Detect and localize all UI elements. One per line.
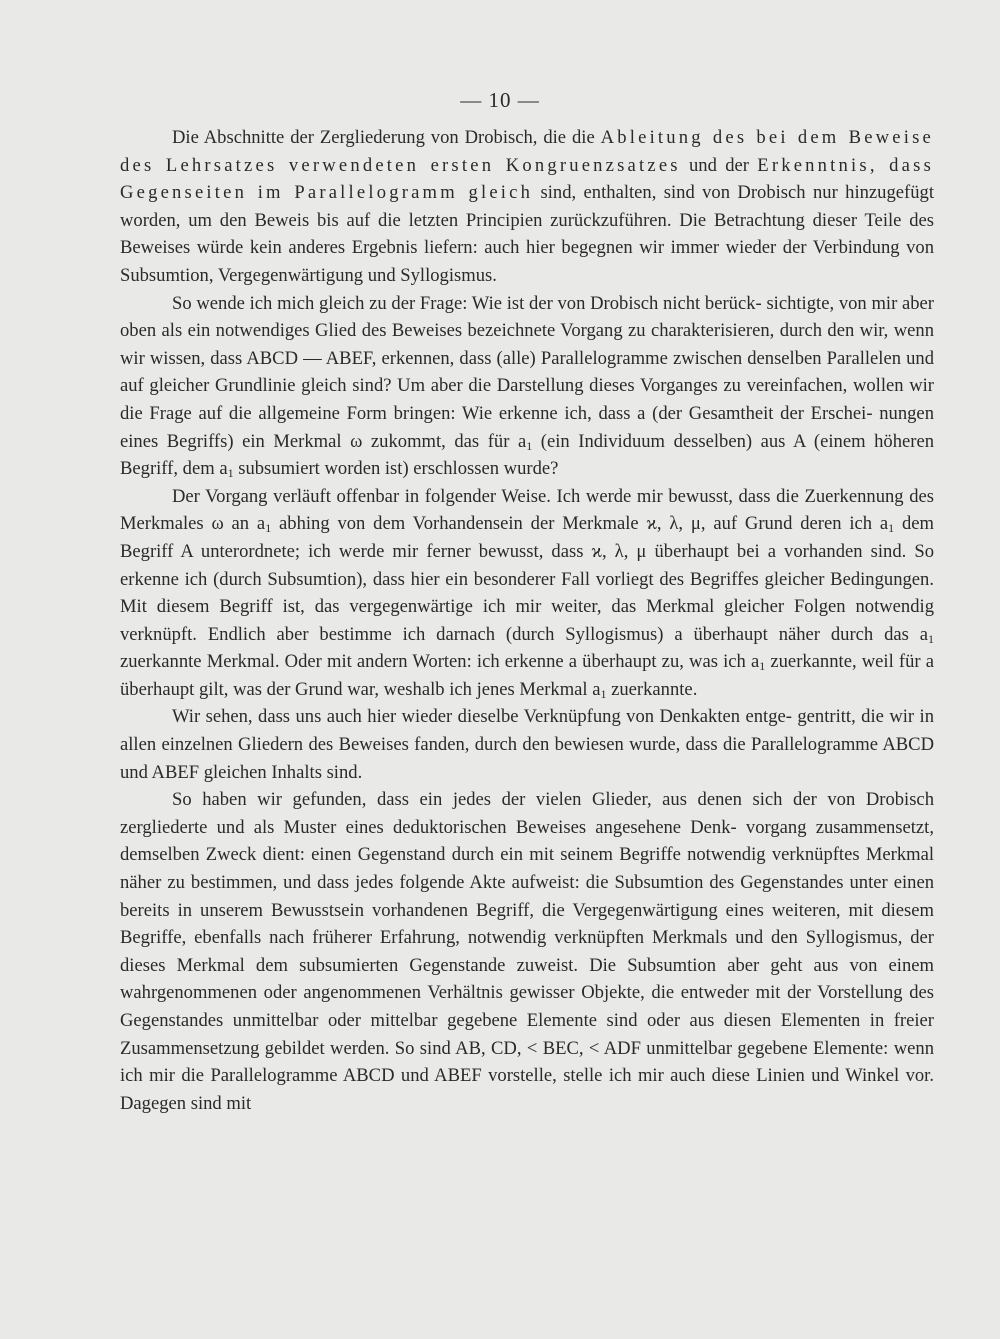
p1-text-b: und der [680,154,758,176]
p1-text-a: Die Abschnitte der Zergliederung von Drobisch, die die [172,127,601,148]
p3-subscript-5: 1 [600,686,607,701]
p2-text-a: So wende ich mich gleich zu der Frage: Wie ist der von Drobisch nicht berück- sichtigte, von mir aber oben als ein notwendiges Glied des Beweises bezeichnete Vorgang zu charakterisieren, durch den wir, wenn wir wissen, dass ABCD — ABEF, erkennen, dass (alle) Parallelogramme zwischen denselben Parallelen und auf gleicher Grundlinie gleich sind? Um aber die Darstellung dieses Vorganges zu vereinfachen, wollen wir die Frage auf die allgemeine Form bringen: Wie erkenne ich, dass a (der Gesamtheit der Erschei- nungen eines Begriffs) ein Merkmal ω zukommt, das für a [120,292,934,452]
p3-text-c: dem Begriff A unterordnete; ich werde mir ferner bewusst, dass ϰ, λ, μ überhaupt bei a vorhanden sind. So erkenne ich (durch Subsumtion), dass hier ein besonderer Fall vorliegt des Begriffes gleicher Bedingungen. Mit diesem Begriff ist, das vergegenwärtige ich mir weiter, das Merkmal gleicher Folgen notwendig verknüpft. Endlich aber bestimme ich darnach (durch Syllogismus) a überhaupt näher durch das a [120,513,934,645]
p1-text-c: sind, enthalten, sind von Drobisch nur hinzugefügt worden, um den Beweis bis auf die letzten Principien zurückzuführen. Die Betrachtung dieser Teile des Beweises würde kein anderes Ergebnis liefern: auch hier begegnen wir immer wieder der Verbindung von Subsumtion, Vergegenwärtigung und Syllogismus. [120,182,934,286]
p1-emphasis-b: Erkenntnis, dass Gegenseiten im Parallelogramm gleich [120,154,935,204]
page-number: — 10 — [460,88,540,112]
paragraph-5 [120,786,934,1117]
p4-text: Wir sehen, dass uns auch hier wieder dieselbe Verknüpfung von Denkakten entge- gentritt, die wir in allen einzelnen Gliedern des Beweises fanden, durch den bewiesen wurde, dass die Parallelogramme ABCD und ABEF gleichen Inhalts sind. [120,706,934,783]
p1-emphasis-a: Ableitung des bei dem Beweise des Lehrsatzes verwendeten ersten Kongruenzsatzes [120,127,934,176]
p2-text-b: (ein Individuum desselben) aus A (einem höheren Begriff, dem a [120,430,934,480]
p3-text-a: Der Vorgang verläuft offenbar in folgender Weise. Ich werde mir bewusst, dass die Zuerkennung des Merkmales ω an a [120,485,934,535]
p3-text-d: zuerkannte Merkmal. Oder mit andern Worten: ich erkenne a überhaupt zu, was ich a [120,651,760,673]
p3-subscript-2: 1 [888,521,895,536]
p2-subscript-1: 1 [526,438,533,453]
p3-subscript-1: 1 [265,521,272,536]
p5-text: So haben wir gefunden, dass ein jedes der vielen Glieder, aus denen sich der von Drobisch zergliederte und als Muster eines deduktorischen Beweises angesehene Denk- vorgang zusammensetzt, demselben Zweck dient: einen Gegenstand durch ein mit seinem Begriffe notwendig verknüpftes Merkmal näher zu bestimmen, und dass jedes folgende Akte aufweist: die Subsumtion des Gegenstandes unter einen bereits in unserem Bewusstsein vorhandenen Begriff, die Vergegenwärtigung eines weiteren, mit diesem Begriffe, ebenfalls nach früherer Erfahrung, notwendig verknüpften Merkmals und den Syllogismus, der dieses Merkmal dem subsumierten Gegenstande zuweist. Die Subsumtion aber geht aus von einem wahrgenommenen oder angenommenen Verhältnis gewisser Objekte, die entweder mit der Vorstellung des Gegenstandes unmittelbar oder mittelbar gegebene Elemente sind oder aus diesen Elementen in freier Zusammensetzung gebildet werden. So sind AB, CD, < BEC, < ADF unmittelbar gegebene Elemente: wenn ich mir die Parallelogramme ABCD und ABEF vorstelle, stelle ich mir auch diese Linien und Winkel vor. Dagegen sind mit [120,789,934,1114]
p3-subscript-4: 1 [759,659,766,674]
paragraph-4 [120,703,934,786]
p2-subscript-2: 1 [227,466,234,481]
p2-text-c: subsumiert worden ist) erschlossen wurde? [233,458,559,480]
p3-text-f: zuerkannte. [606,678,698,700]
paragraph-2 [120,290,934,483]
p3-subscript-3: 1 [928,631,934,646]
body-text [120,124,934,1117]
paragraph-3 [120,483,934,704]
paragraph-1 [120,124,934,290]
p3-text-b: abhing von dem Vorhandensein der Merkmale ϰ, λ, μ, auf Grund deren ich a [271,513,889,535]
p3-text-e: zuerkannte, weil für a überhaupt gilt, was der Grund war, weshalb ich jenes Merkmal a [120,651,934,700]
